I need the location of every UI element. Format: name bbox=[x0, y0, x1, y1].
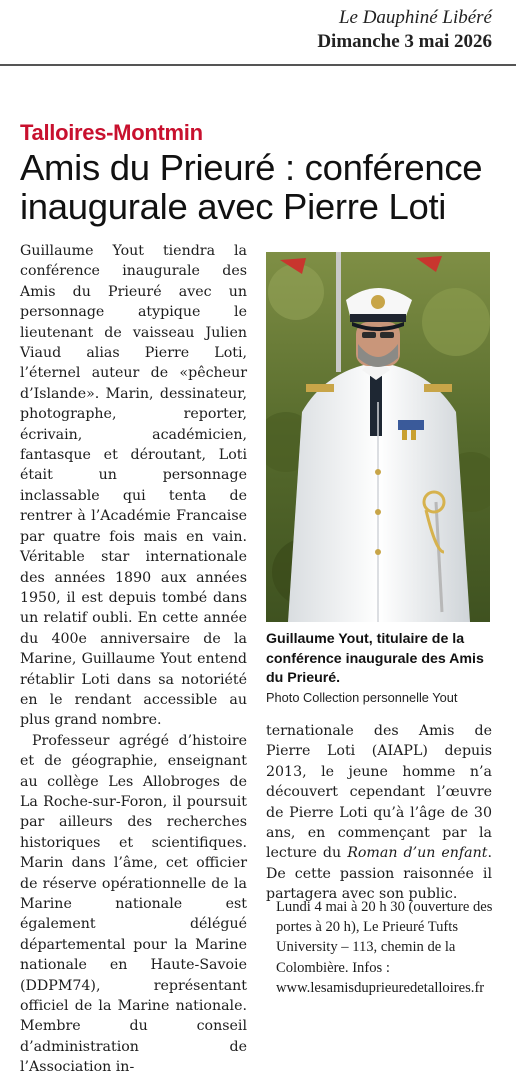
continued-text-end: . De cette passion raisonnée il partagera avec son public. bbox=[266, 845, 492, 903]
article-paragraph-2-continued bbox=[266, 721, 492, 905]
article-headline: Amis du Prieuré : conférence inaugurale avec Pierre Loti bbox=[20, 147, 483, 227]
photo-caption-block bbox=[266, 630, 502, 707]
newspaper-name: Le Dauphiné Libéré bbox=[338, 7, 492, 28]
photo-caption: Guillaume Yout, titulaire de la conférence inaugurale des Amis du Prieuré. bbox=[266, 631, 484, 686]
header-rule bbox=[0, 64, 516, 66]
article-paragraph-2: Professeur agrégé d’histoire et de géographie, enseignant au collège Les Allobroges de La Roche-sur-Foron, il poursuit par ailleurs des recherches historiques et scientifiques. Marin dans l’âme, cet officier de réserve opérationnelle de la Marine nationale est également délégué départemental pour la Marine nationale en Haute-Savoie (DDPM74), représentant officiel de la Marine nationale. Membre du conseil d’administration de l’Association in- bbox=[20, 732, 247, 1076]
book-title: Roman d’un enfant bbox=[347, 845, 488, 862]
issue-date: Dimanche 3 mai 2026 bbox=[317, 31, 492, 52]
masthead bbox=[317, 6, 492, 54]
event-info: Lundi 4 mai à 20 h 30 (ouverture des portes à 20 h), Le Prieuré Tufts University – 113, chemin de la Colombière. Infos : www.lesamisduprieuredetalloires.fr bbox=[276, 899, 493, 996]
article-column-2 bbox=[266, 721, 492, 905]
article-location-kicker: Talloires-Montmin bbox=[20, 120, 203, 145]
portrait-photo-illustration bbox=[266, 252, 490, 622]
portrait-photo bbox=[266, 252, 490, 622]
article-paragraph-1: Guillaume Yout tiendra la conférence inaugurale des Amis du Prieuré avec un personnage atypique le lieutenant de vaisseau Julien Viaud alias Pierre Loti, l’éternel auteur de «pêcheur d’Islande». Marin, dessinateur, photographe, reporter, écrivain, académicien, fantasque et déroutant, Loti était un personnage inclassable qui tenta de rentrer à l’Académie Francaise par quatre fois mais en vain. Véritable star internationale des années 1890 aux années 1950, il est depuis tombé dans un relatif oubli. En cette année du 400e anniversaire de la Marine, Guillaume Yout entend rétablir Loti dans sa notoriété en le rendant accessible au plus grand nombre. bbox=[20, 243, 247, 729]
continued-text-start: ternationale des Amis de Pierre Loti (AIAPL) depuis 2013, le jeune homme n’a découvert cependant l’œuvre de Pierre Loti qu’à l’âge de 30 ans, en commençant par la lecture du bbox=[266, 723, 492, 862]
photo-credit: Photo Collection personnelle Yout bbox=[266, 689, 458, 705]
article-column-1 bbox=[20, 241, 247, 1078]
